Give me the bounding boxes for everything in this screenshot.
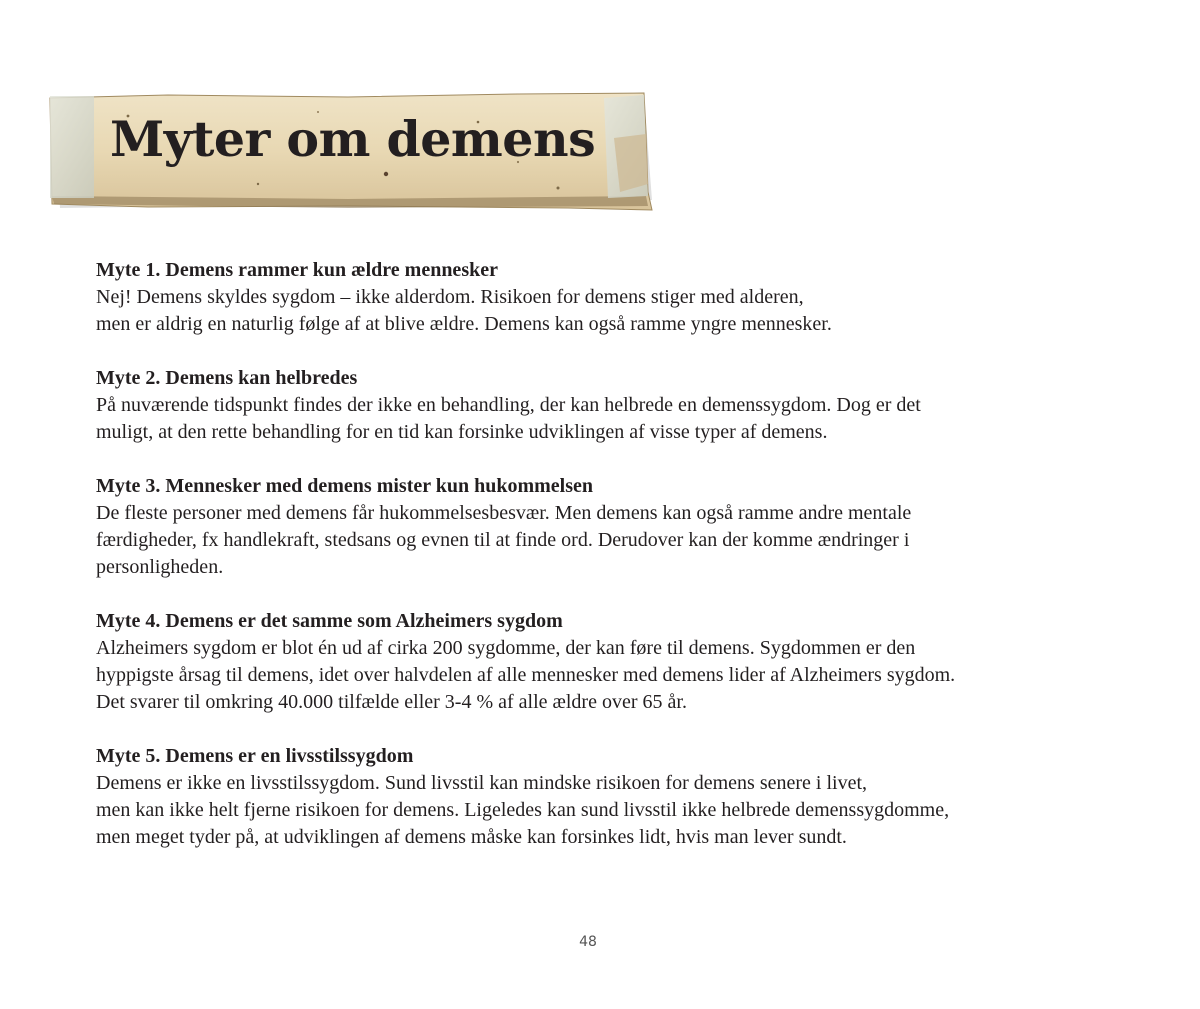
myth-text-line: Alzheimers sygdom er blot én ud af cirka 200 sygdomme, der kan føre til demens. Sygdommen er den — [96, 637, 916, 659]
myth-heading: Myte 2. Demens kan helbredes — [96, 367, 358, 389]
myth-item — [96, 365, 1096, 446]
myth-text-line: men kan ikke helt fjerne risikoen for demens. Ligeledes kan sund livsstil ikke helbrede demenssygdomme, — [96, 799, 950, 821]
title-banner — [48, 92, 654, 212]
myth-text-line: muligt, at den rette behandling for en tid kan forsinke udviklingen af visse typer af demens. — [96, 421, 828, 443]
myth-item — [96, 473, 1096, 581]
myth-heading: Myte 3. Mennesker med demens mister kun hukommelsen — [96, 475, 594, 497]
myth-text-line: men er aldrig en naturlig følge af at blive ældre. Demens kan også ramme yngre mennesker. — [96, 313, 832, 335]
myths-list — [96, 257, 1096, 878]
myth-text-line: men meget tyder på, at udviklingen af demens måske kan forsinkes lidt, hvis man lever sundt. — [96, 826, 847, 848]
myth-text-line: Det svarer til omkring 40.000 tilfælde eller 3-4 % af alle ældre over 65 år. — [96, 691, 687, 713]
myth-heading: Myte 5. Demens er en livsstilssygdom — [96, 745, 414, 767]
myth-heading: Myte 4. Demens er det samme som Alzheimers sygdom — [96, 610, 563, 632]
myth-text-line: Demens er ikke en livsstilssygdom. Sund livsstil kan mindske risikoen for demens senere i livet, — [96, 772, 868, 794]
page-title: Myter om demens — [110, 110, 596, 168]
myth-text-line: Nej! Demens skyldes sygdom – ikke alderdom. Risikoen for demens stiger med alderen, — [96, 286, 804, 308]
page-number: 48 — [579, 934, 597, 950]
myth-item — [96, 608, 1096, 716]
myth-item — [96, 743, 1096, 851]
myth-text-line: personligheden. — [96, 556, 224, 578]
myth-text-line: færdigheder, fx handlekraft, stedsans og evnen til at finde ord. Derudover kan der komme ændringer i — [96, 529, 910, 551]
myth-text-line: På nuværende tidspunkt findes der ikke en behandling, der kan helbrede en demenssygdom. Dog er det — [96, 394, 921, 416]
myth-item — [96, 257, 1096, 338]
myth-heading: Myte 1. Demens rammer kun ældre mennesker — [96, 259, 498, 281]
myth-text-line: De fleste personer med demens får hukommelsesbesvær. Men demens kan også ramme andre mentale — [96, 502, 912, 524]
myth-text-line: hyppigste årsag til demens, idet over halvdelen af alle mennesker med demens lider af Alzheimers sygdom. — [96, 664, 956, 686]
